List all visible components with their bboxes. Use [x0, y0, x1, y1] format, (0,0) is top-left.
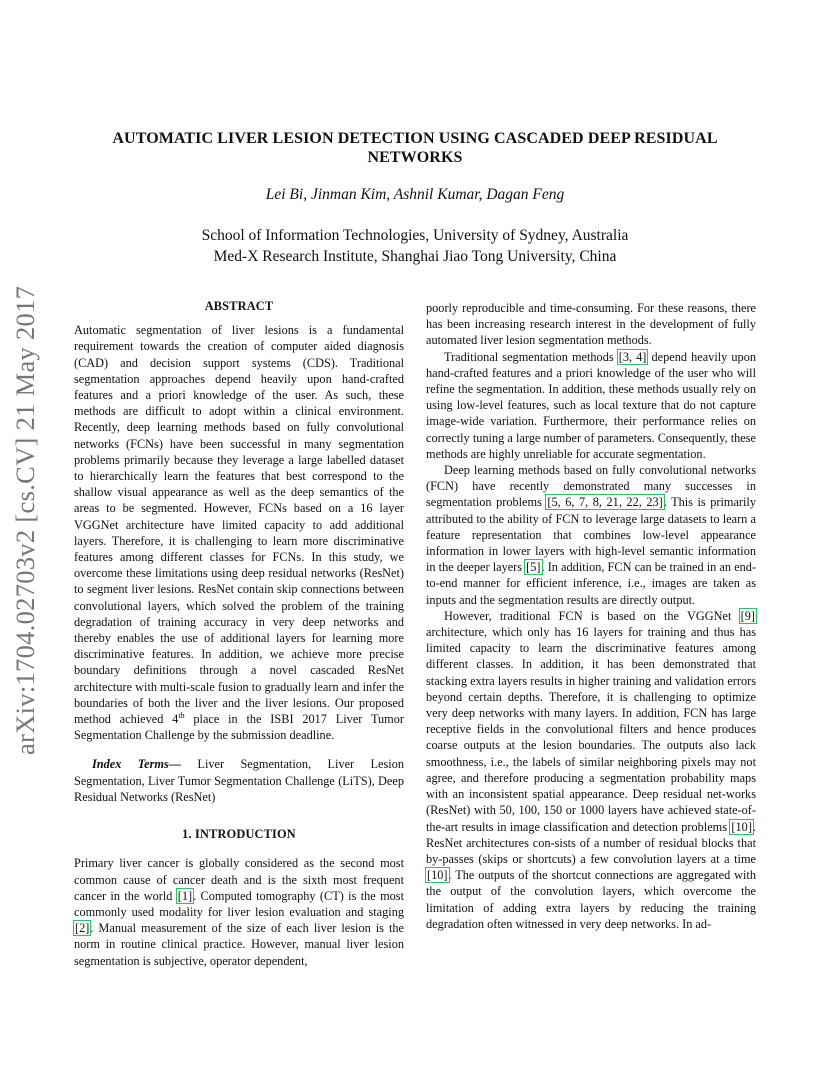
paragraph-text: depend heavily upon hand-crafted features and a priori knowledge of the user who will refine the segmentation. In addition, these methods usually rely on using low-level features, such as local texture that do not capture image-wide variation. Furthermore, their performance relies on correctly tuning a large number of parameters. Consequently, these methods are highly unreliable for accurate segmentation. — [426, 349, 756, 461]
index-terms-label: Index Terms— — [92, 757, 182, 772]
citation-link[interactable]: [5, 6, 7, 8, 21, 22, 23] — [547, 495, 663, 510]
citation-link[interactable]: [2] — [75, 921, 90, 936]
affiliation-1: School of Information Technologies, University of Sydney, Australia — [201, 227, 629, 244]
paragraph-4 — [426, 608, 756, 932]
paragraph-text: . This is primarily attributed to the ability of FCN to leverage large datasets to learn a feature representation that combines low-level appearance information in lower layers with high-level semantic information in the deeper layers — [426, 495, 756, 575]
paragraph-3 — [426, 462, 756, 608]
paragraph-text: . In addition, FCN can be trained in an end-to-end manner for efficient inference, i.e., images are taken as inputs and the segmentation results are directly output. — [426, 560, 756, 607]
intro-paragraph — [74, 855, 404, 968]
paragraph-text: . The outputs of the shortcut connections are aggregated with the output of the convolution layers, which overcome the limitation of adding extra layers by reducing the training degradation often witnessed in very deep networks. In ad- — [426, 868, 756, 931]
citation-link[interactable]: [1] — [177, 888, 193, 903]
left-column — [74, 298, 404, 969]
intro-text: Primary liver cancer is globally considered as the second most common cause of cancer death and is the sixth most frequent cancer in the world — [74, 856, 404, 903]
citation-link[interactable]: [3, 4] — [618, 349, 647, 364]
paragraph-text: However, traditional FCN is based on the VGGNet — [444, 608, 740, 623]
paragraph-2 — [426, 349, 756, 462]
abstract-text-b: place in the ISBI 2017 Liver Tumor Segmentation Challenge by the submission deadline. — [74, 712, 404, 743]
citation-link[interactable]: [10] — [731, 819, 752, 834]
intro-text: . Computed tomography (CT) is the most commonly used modality for liver lesion evaluation and staging — [74, 888, 404, 919]
intro-heading: 1. INTRODUCTION — [182, 827, 296, 842]
intro-text: . Manual measurement of the size of each liver lesion is the norm in routine clinical practice. However, manual liver lesion segmentation is subjective, operator dependent, — [74, 921, 404, 968]
citation-link[interactable]: [10] — [427, 868, 448, 883]
paragraph-text: Deep learning methods based on fully convolutional networks (FCN) have recently demonstrated many successes in segmentation problems — [426, 463, 756, 510]
affiliation-2: Med-X Research Institute, Shanghai Jiao Tong University, China — [213, 248, 617, 265]
paper-title: AUTOMATIC LIVER LESION DETECTION USING CASCADED DEEP RESIDUAL NETWORKS — [112, 130, 718, 166]
citation-link[interactable]: [5] — [526, 560, 541, 575]
citation-link[interactable]: [9] — [740, 608, 755, 623]
paragraph-1: poorly reproducible and time-consuming. For these reasons, there has been increasing research interest in the development of fully automated liver lesion segmentation methods. — [426, 301, 756, 348]
index-terms-text: Liver Segmentation, Liver Lesion Segmentation, Liver Tumor Segmentation Challenge (LiTS), Deep Residual Networks (ResNet) — [74, 757, 405, 804]
paragraph-text: . ResNet architectures con-sists of a number of residual blocks that by-passes (skips or shortcuts) a few convolution layers at a time — [426, 819, 756, 866]
arxiv-stamp: arXiv:1704.02703v2 [cs.CV] 21 May 2017 — [10, 285, 40, 755]
abstract-body — [74, 322, 404, 743]
paragraph-text: architecture, which only has 16 layers for training and thus has limited capacity to learn the discriminative features among different classes. In addition, it has been demonstrated that stacking extra layers results in higher training and validation errors beyond certain depths. Therefore, it is challenging to optimize very deep networks with many layers. In addition, FCN has large receptive fields in the convolutional filters and hence produces coarse outputs at the lesion boundaries. The outputs also lack smoothness, i.e., the labels of similar neighboring pixels may not agree, and therefore producing a segmentation probability maps with an inconsistent spatial appearance. Deep residual net-works (ResNet) with 50, 100, 150 or 1000 layers have achieved state-of-the-art results in image classification and detection problems — [426, 625, 756, 834]
abstract-superscript: th — [178, 710, 185, 720]
index-terms — [74, 756, 404, 805]
right-column — [426, 300, 756, 932]
abstract-heading: ABSTRACT — [204, 299, 274, 313]
abstract-text-a: Automatic segmentation of liver lesions is a fundamental requirement towards the creation of computer aided diagnosis (CAD) and decision support systems (CDS). Traditional segmentation approaches depend heavily upon hand-crafted features and a priori knowledge of the user. As such, these methods are difficult to adopt within a clinical environment. Recently, deep learning methods based on fully convolutional networks (FCNs) have been successful in many segmentation problems primarily because they leverage a large labelled dataset to hierarchically learn the features that best correspond to the shallow visual appearance as well as the deep semantics of the areas to be segmented. However, FCNs based on a 16 layer VGGNet architecture have limited capacity to add additional layers. Therefore, it is challenging to learn more discriminative features among different classes for FCNs. In this study, we overcome these limitations using deep residual networks (ResNet) to segment liver lesions. ResNet contain skip connections between convolutional layers, which solved the problem of the training degradation of training accuracy in very deep networks and thereby enables the use of additional layers for learning more discriminative features. In addition, we achieve more precise boundary definitions through a novel cascaded ResNet architecture with multi-scale fusion to gradually learn and infer the boundaries of both the liver and the liver lesions. Our proposed method achieved 4 — [74, 323, 404, 727]
author-list: Lei Bi, Jinman Kim, Ashnil Kumar, Dagan Feng — [265, 186, 565, 203]
affiliations — [90, 225, 740, 267]
paragraph-text: Traditional segmentation methods — [444, 349, 618, 364]
